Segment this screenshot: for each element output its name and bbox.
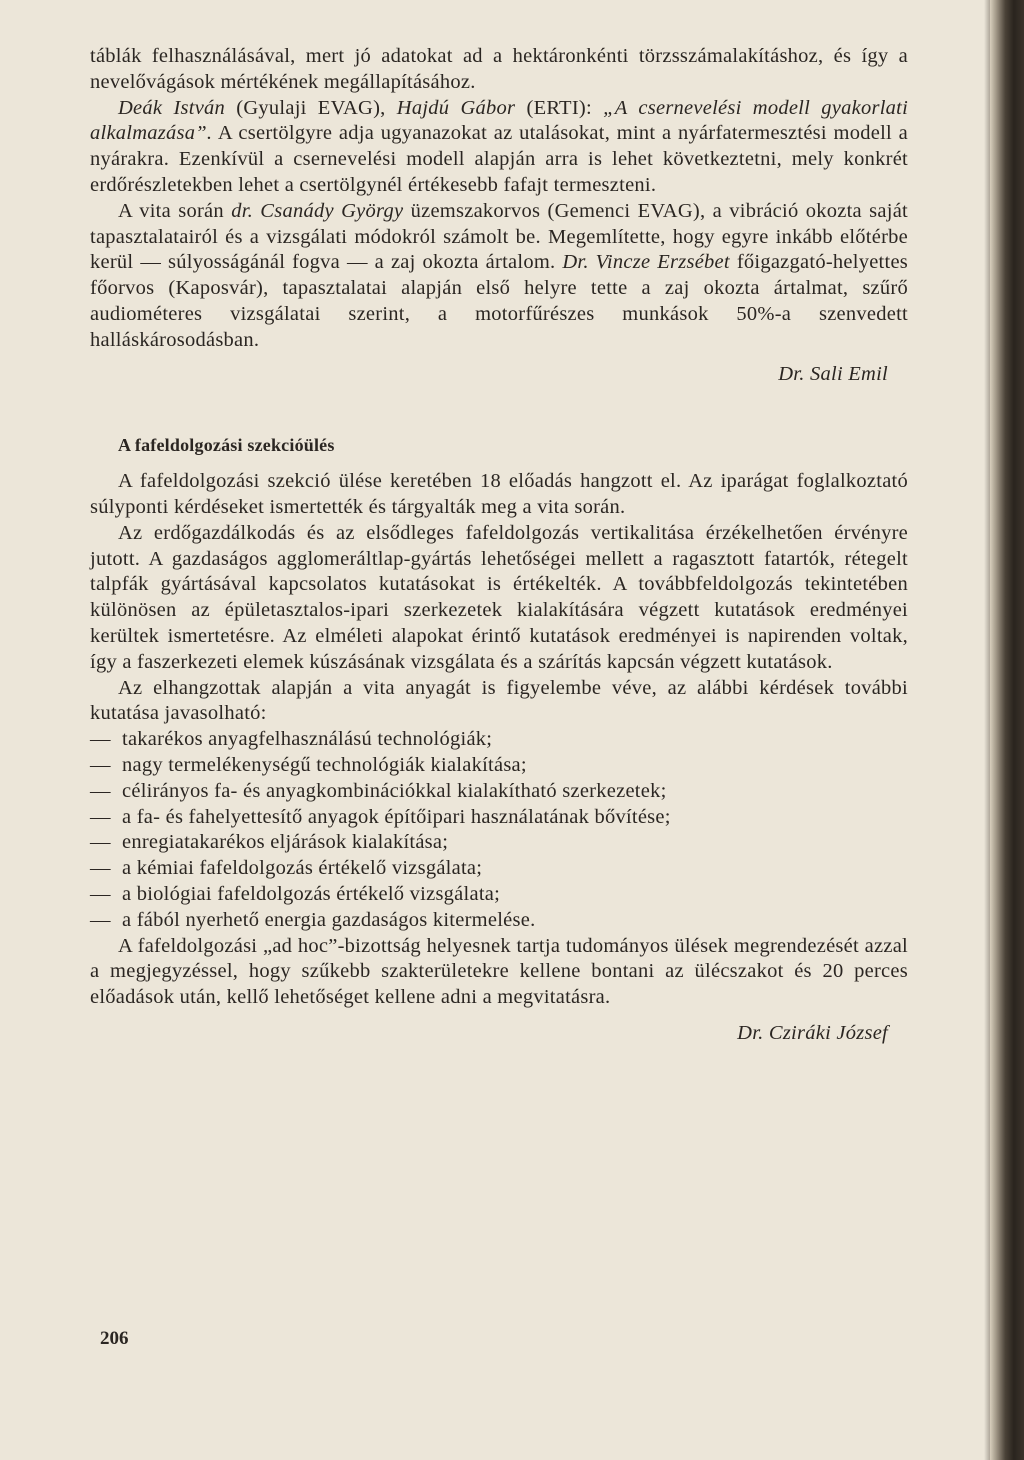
speaker-vincze: Dr. Vincze Erzsébet: [562, 251, 730, 274]
list-item: [90, 753, 908, 779]
signature-sali: Dr. Sali Emil: [778, 362, 888, 385]
paragraph-6: Az elhangzottak alapján a vita anyagát is figyelembe véve, az alábbi kérdések további kutatása javasolható:: [90, 676, 908, 725]
paragraph-5: Az erdőgazdálkodás és az elsődleges fafeldolgozás vertikalitása érzékelhetően érvényre jutott. A gazdaságos agglomeráltlap-gyártás lehetőségei mellett a ragasztott fatartók, rétegelt talpfák gyártásával kapcsolatos kutatásokat is értékelték. A továbbfeldolgozás tekintetében különösen az épületasztalos-ipari szerkezetek kialakítására végzett kutatások eredményei kerültek ismertetésre. Az elméleti alapokat érintő kutatások eredményei is napirenden voltak, így a faszerkezeti elemek kúszásának vizsgálata és a szárítás kapcsán végzett kutatások.: [90, 521, 908, 673]
book-spine: [990, 0, 1024, 1460]
paragraph-7: A fafeldolgozási „ad hoc”-bizottság helyesnek tartja tudományos ülések megrendezését azzal a megjegyzéssel, hogy szűkebb szakterületekre kellene bontani az üléсszakot és 20 perces előadások után, kellő lehetőséget kellene adni a megvitatásra.: [90, 934, 908, 1009]
list-dash: —: [90, 882, 111, 905]
speaker-csanady: dr. Csanády György: [231, 199, 404, 222]
list-item-text: a fából nyerhető energia gazdaságos kitermelése.: [122, 908, 536, 931]
org-erti: (ERTI):: [526, 96, 592, 119]
list-dash: —: [90, 857, 111, 880]
lecture-title: „A csernevelési modell gyakorlati alkalmazása”.: [90, 96, 909, 145]
paragraph-2: [90, 96, 908, 199]
list-item: [90, 908, 908, 934]
list-item: [90, 830, 908, 856]
author-hajdu: Hajdú Gábor: [396, 96, 516, 119]
org-gyulaji: (Gyulaji EVAG),: [236, 96, 386, 119]
page-number: 206: [100, 1328, 129, 1349]
list-item: [90, 882, 908, 908]
list-item: [90, 856, 908, 882]
list-item-text: takarékos anyagfelhasználású technológiák;: [122, 728, 493, 751]
list-dash: —: [90, 753, 111, 776]
list-dash: —: [90, 831, 111, 854]
list-item-text: enregiatakarékos eljárások kialakítása;: [122, 831, 449, 854]
list-item: [90, 779, 908, 805]
list-item: [90, 805, 908, 831]
author-deak: Deák István: [118, 96, 226, 119]
list-item: [90, 727, 908, 753]
list-item-text: célirányos fa- és anyagkombinációkkal kialakítható szerkezetek;: [122, 779, 667, 802]
list-item-text: a kémiai fafeldolgozás értékelő vizsgálata;: [122, 857, 483, 880]
research-topics-list: [90, 727, 908, 933]
list-item-text: nagy termelékenységű technológiák kialakítása;: [122, 753, 527, 776]
article-body: [90, 44, 908, 1047]
list-item-text: a biológiai fafeldolgozás értékelő vizsgálata;: [122, 882, 501, 905]
list-dash: —: [90, 779, 111, 802]
list-dash: —: [90, 908, 111, 931]
list-dash: —: [90, 805, 111, 828]
paragraph-3: [90, 199, 908, 354]
paragraph-1: táblák felhasználásával, mert jó adatokat ad a hektáronkénti törzsszámalakításhoz, és így a nevelővágások mértékének megállapításához.: [90, 45, 908, 93]
paragraph-3-intro: A vita során: [118, 199, 224, 222]
paragraph-2-rest: A csertölgyre adja ugyanazokat az utalásokat, mint a nyárfatermesztési modell a nyárakra. Ezenkívül a csernevelési modell alapján arra is lehet következtetni, mely konkrét erdőrészletekben lehet a csertölgynél értékesebb fafajt termeszteni.: [90, 122, 908, 196]
list-item-text: a fa- és fahelyettesítő anyagok építőipari használatának bővítése;: [122, 805, 671, 828]
section-title: A fafeldolgozási szekcióülés: [118, 435, 335, 456]
paragraph-4: A fafeldolgozási szekció ülése keretében 18 előadás hangzott el. Az iparágat foglalkoztató súlyponti kérdéseket ismertették és tárgyalták meg a vita során.: [90, 470, 908, 518]
paragraph-3-text-2: főigazgató-helyettes főorvos (Kaposvár), tapasztalatai alapján első helyre tette a zaj okozta ártalmat, szűrő audiométeres vizsgálatai szerint, a motorfűrészes munkások 50%-a szenvedett halláskárosodásban.: [90, 251, 909, 351]
paragraph-3-text-1: üzemszakorvos (Gemenci EVAG), a vibráció okozta saját tapasztalatairól és a vizsgálati módokról számolt be. Megemlítette, hogy egyre inkább előtérbe kerül — súlyosságánál fogva — a zaj okozta ártalom.: [90, 199, 908, 274]
list-dash: —: [90, 728, 111, 751]
signature-cziraki: Dr. Cziráki József: [737, 1021, 888, 1044]
